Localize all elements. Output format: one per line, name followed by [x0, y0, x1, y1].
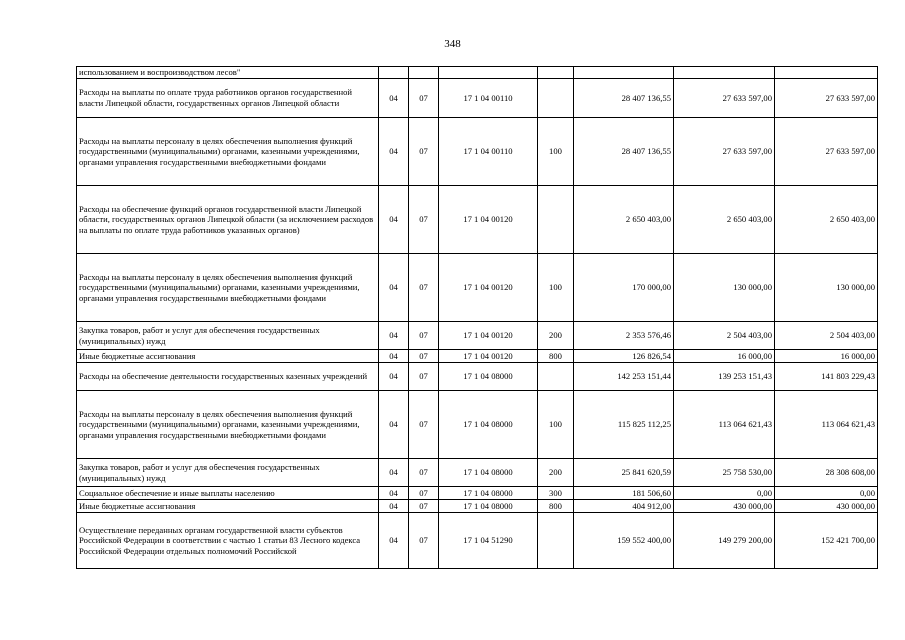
row-section: 04 — [379, 186, 409, 254]
row-amount-2 — [674, 67, 775, 79]
row-target-code: 17 1 04 00110 — [439, 79, 538, 118]
row-section: 04 — [379, 350, 409, 363]
row-amount-2: 149 279 200,00 — [674, 513, 775, 569]
row-expense-type: 800 — [538, 350, 574, 363]
row-name: Расходы на выплаты по оплате труда работников органов государственной власти Липецкой области, государственных органов Липецкой области — [77, 79, 379, 118]
row-amount-3: 113 064 621,43 — [775, 391, 878, 459]
row-section: 04 — [379, 487, 409, 500]
table-row — [77, 513, 878, 569]
row-section: 04 — [379, 322, 409, 350]
row-amount-1 — [574, 67, 674, 79]
row-name: Расходы на обеспечение функций органов государственной власти Липецкой области, государственных органов Липецкой области (за исключением расходов на выплаты по оплате труда работников указанных органов) — [77, 186, 379, 254]
row-amount-1: 2 353 576,46 — [574, 322, 674, 350]
row-amount-2: 2 504 403,00 — [674, 322, 775, 350]
row-amount-3: 0,00 — [775, 487, 878, 500]
row-amount-1: 170 000,00 — [574, 254, 674, 322]
table-row — [77, 459, 878, 487]
row-amount-1: 126 826,54 — [574, 350, 674, 363]
row-amount-2: 2 650 403,00 — [674, 186, 775, 254]
row-name: Расходы на выплаты персоналу в целях обеспечения выполнения функций государственными (муниципальными) органами, казенными учреждениями, органами управления государственными внебюджетными фондами — [77, 391, 379, 459]
row-subsection: 07 — [409, 500, 439, 513]
table-row — [77, 186, 878, 254]
row-amount-2: 27 633 597,00 — [674, 118, 775, 186]
row-target-code: 17 1 04 08000 — [439, 459, 538, 487]
row-name: Иные бюджетные ассигнования — [77, 350, 379, 363]
table-row — [77, 487, 878, 500]
row-subsection: 07 — [409, 254, 439, 322]
row-expense-type: 300 — [538, 487, 574, 500]
row-name: Закупка товаров, работ и услуг для обеспечения государственных (муниципальных) нужд — [77, 459, 379, 487]
row-target-code: 17 1 04 08000 — [439, 487, 538, 500]
row-amount-3: 16 000,00 — [775, 350, 878, 363]
row-target-code: 17 1 04 00120 — [439, 350, 538, 363]
row-target-code: 17 1 04 00120 — [439, 254, 538, 322]
table-row — [77, 79, 878, 118]
row-subsection: 07 — [409, 459, 439, 487]
budget-table — [76, 66, 878, 569]
row-subsection: 07 — [409, 322, 439, 350]
row-section: 04 — [379, 513, 409, 569]
row-amount-1: 25 841 620,59 — [574, 459, 674, 487]
row-subsection — [409, 67, 439, 79]
row-amount-2: 130 000,00 — [674, 254, 775, 322]
row-amount-2: 113 064 621,43 — [674, 391, 775, 459]
row-expense-type: 200 — [538, 322, 574, 350]
table-row — [77, 391, 878, 459]
row-amount-3: 141 803 229,43 — [775, 363, 878, 391]
row-amount-3: 2 504 403,00 — [775, 322, 878, 350]
row-name: Иные бюджетные ассигнования — [77, 500, 379, 513]
row-section — [379, 67, 409, 79]
row-amount-1: 181 506,60 — [574, 487, 674, 500]
row-amount-2: 16 000,00 — [674, 350, 775, 363]
row-target-code: 17 1 04 08000 — [439, 363, 538, 391]
row-expense-type — [538, 186, 574, 254]
row-amount-3: 430 000,00 — [775, 500, 878, 513]
row-name: Социальное обеспечение и иные выплаты населению — [77, 487, 379, 500]
table-row — [77, 500, 878, 513]
table-row — [77, 350, 878, 363]
row-subsection: 07 — [409, 391, 439, 459]
table-row — [77, 363, 878, 391]
row-amount-2: 27 633 597,00 — [674, 79, 775, 118]
row-name: Осуществление переданных органам государственной власти субъектов Российской Федерации в соответствии с частью 1 статьи 83 Лесного кодекса Российской Федерации отдельных полномочий Российской — [77, 513, 379, 569]
row-name: Расходы на выплаты персоналу в целях обеспечения выполнения функций государственными (муниципальными) органами, казенными учреждениями, органами управления государственными внебюджетными фондами — [77, 118, 379, 186]
row-name: Расходы на обеспечение деятельности государственных казенных учреждений — [77, 363, 379, 391]
row-amount-1: 159 552 400,00 — [574, 513, 674, 569]
row-amount-3: 2 650 403,00 — [775, 186, 878, 254]
row-expense-type: 100 — [538, 254, 574, 322]
row-section: 04 — [379, 500, 409, 513]
row-target-code: 17 1 04 08000 — [439, 391, 538, 459]
row-section: 04 — [379, 459, 409, 487]
row-subsection: 07 — [409, 79, 439, 118]
row-subsection: 07 — [409, 487, 439, 500]
row-name: Закупка товаров, работ и услуг для обеспечения государственных (муниципальных) нужд — [77, 322, 379, 350]
row-amount-1: 28 407 136,55 — [574, 118, 674, 186]
row-amount-2: 25 758 530,00 — [674, 459, 775, 487]
row-amount-3: 28 308 608,00 — [775, 459, 878, 487]
row-section: 04 — [379, 254, 409, 322]
row-section: 04 — [379, 79, 409, 118]
row-target-code: 17 1 04 51290 — [439, 513, 538, 569]
row-amount-1: 115 825 112,25 — [574, 391, 674, 459]
row-target-code: 17 1 04 00110 — [439, 118, 538, 186]
row-amount-3: 152 421 700,00 — [775, 513, 878, 569]
row-subsection: 07 — [409, 350, 439, 363]
row-subsection: 07 — [409, 363, 439, 391]
row-expense-type: 100 — [538, 391, 574, 459]
row-expense-type — [538, 79, 574, 118]
row-expense-type — [538, 67, 574, 79]
row-amount-3: 27 633 597,00 — [775, 79, 878, 118]
row-amount-1: 2 650 403,00 — [574, 186, 674, 254]
table-row — [77, 118, 878, 186]
row-amount-2: 0,00 — [674, 487, 775, 500]
row-subsection: 07 — [409, 513, 439, 569]
row-amount-3 — [775, 67, 878, 79]
row-target-code: 17 1 04 08000 — [439, 500, 538, 513]
row-amount-3: 130 000,00 — [775, 254, 878, 322]
table-row — [77, 322, 878, 350]
row-expense-type: 100 — [538, 118, 574, 186]
row-section: 04 — [379, 391, 409, 459]
row-section: 04 — [379, 363, 409, 391]
row-section: 04 — [379, 118, 409, 186]
row-target-code: 17 1 04 00120 — [439, 322, 538, 350]
row-expense-type: 200 — [538, 459, 574, 487]
row-amount-2: 430 000,00 — [674, 500, 775, 513]
row-amount-1: 404 912,00 — [574, 500, 674, 513]
row-amount-1: 28 407 136,55 — [574, 79, 674, 118]
row-amount-3: 27 633 597,00 — [775, 118, 878, 186]
row-subsection: 07 — [409, 186, 439, 254]
row-subsection: 07 — [409, 118, 439, 186]
page-number: 348 — [444, 38, 461, 50]
table-row — [77, 254, 878, 322]
row-name: Расходы на выплаты персоналу в целях обеспечения выполнения функций государственными (муниципальными) органами, казенными учреждениями, органами управления государственными внебюджетными фондами — [77, 254, 379, 322]
row-amount-2: 139 253 151,43 — [674, 363, 775, 391]
row-amount-1: 142 253 151,44 — [574, 363, 674, 391]
row-expense-type — [538, 363, 574, 391]
row-expense-type — [538, 513, 574, 569]
row-name: использованием и воспроизводством лесов" — [77, 67, 379, 79]
table-row — [77, 67, 878, 79]
row-expense-type: 800 — [538, 500, 574, 513]
row-target-code — [439, 67, 538, 79]
row-target-code: 17 1 04 00120 — [439, 186, 538, 254]
